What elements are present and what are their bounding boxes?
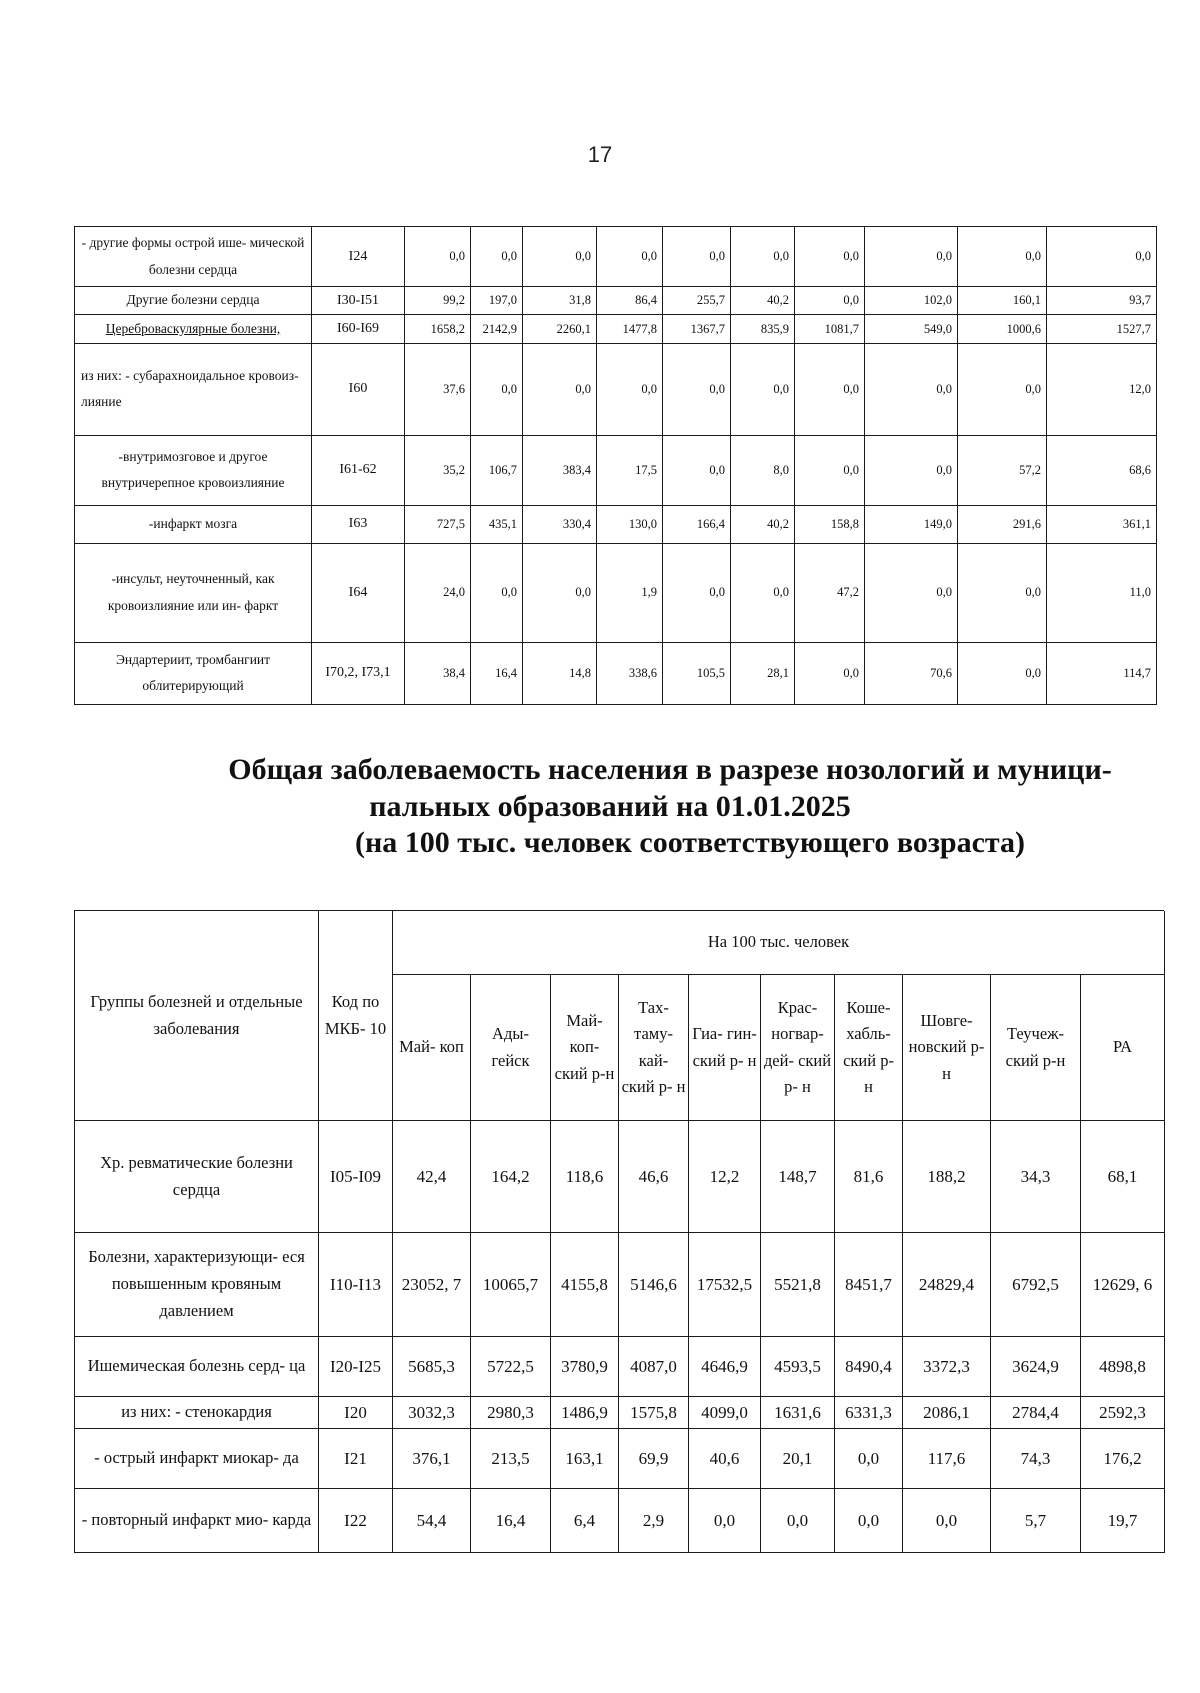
cell: 40,6: [689, 1429, 761, 1489]
cell: 6331,3: [835, 1397, 903, 1429]
cell: 93,7: [1047, 287, 1157, 315]
cell: 17,5: [597, 435, 663, 505]
row-name: - острый инфаркт миокар- да: [75, 1429, 319, 1489]
cell: 8490,4: [835, 1337, 903, 1397]
cell: 5521,8: [761, 1233, 835, 1337]
column-header: Тах- таму- кай- ский р- н: [619, 975, 689, 1121]
cell: 16,4: [471, 642, 523, 704]
cell: 435,1: [471, 505, 523, 543]
cell: 86,4: [597, 287, 663, 315]
cell: 20,1: [761, 1429, 835, 1489]
column-header: РА: [1081, 975, 1165, 1121]
table-row: [75, 343, 1157, 435]
row-name: -инсульт, неуточненный, как кровоизлияние или ин- фаркт: [75, 543, 312, 642]
row-name: Другие болезни сердца: [75, 287, 312, 315]
cell: 0,0: [865, 227, 958, 287]
cell: 0,0: [958, 227, 1047, 287]
cell: 727,5: [405, 505, 471, 543]
table-row: [75, 1397, 1165, 1429]
cell: 0,0: [523, 227, 597, 287]
cell: 835,9: [731, 315, 795, 343]
cell: 3372,3: [903, 1337, 991, 1397]
cell: 0,0: [597, 227, 663, 287]
cell: 114,7: [1047, 642, 1157, 704]
cell: 2980,3: [471, 1397, 551, 1429]
cell: 0,0: [1047, 227, 1157, 287]
cell: 68,1: [1081, 1121, 1165, 1233]
morbidity-table-continued: [74, 226, 1157, 705]
cell: 376,1: [393, 1429, 471, 1489]
table-top-border: [392, 910, 1164, 911]
row-code: I61-62: [312, 435, 405, 505]
cell: 291,6: [958, 505, 1047, 543]
cell: 31,8: [523, 287, 597, 315]
cell: 1081,7: [795, 315, 865, 343]
cell: 0,0: [405, 227, 471, 287]
cell: 0,0: [958, 343, 1047, 435]
cell: 149,0: [865, 505, 958, 543]
row-name: Хр. ревматические болезни сердца: [75, 1121, 319, 1233]
cell: 0,0: [689, 1489, 761, 1553]
cell: 28,1: [731, 642, 795, 704]
cell: 2592,3: [1081, 1397, 1165, 1429]
row-code: I05-I09: [319, 1121, 393, 1233]
table-row: [75, 505, 1157, 543]
cell: 0,0: [795, 435, 865, 505]
cell: 4593,5: [761, 1337, 835, 1397]
cell: 2,9: [619, 1489, 689, 1553]
page-number: 17: [587, 142, 613, 167]
row-code: I30-I51: [312, 287, 405, 315]
row-code: I24: [312, 227, 405, 287]
cell: 3780,9: [551, 1337, 619, 1397]
table-row: [75, 1337, 1165, 1397]
column-header: Гиа- гин- ский р- н: [689, 975, 761, 1121]
table-row: [75, 1489, 1165, 1553]
cell: 105,5: [663, 642, 731, 704]
row-name: -внутримозговое и другое внутричерепное кровоизлияние: [75, 435, 312, 505]
column-header: Май- коп: [393, 975, 471, 1121]
cell: 197,0: [471, 287, 523, 315]
cell: 4898,8: [1081, 1337, 1165, 1397]
cell: 1527,7: [1047, 315, 1157, 343]
cell: 70,6: [865, 642, 958, 704]
row-name: - повторный инфаркт мио- карда: [75, 1489, 319, 1553]
cell: 338,6: [597, 642, 663, 704]
cell: 10065,7: [471, 1233, 551, 1337]
cell: 37,6: [405, 343, 471, 435]
cell: 12,0: [1047, 343, 1157, 435]
cell: 19,7: [1081, 1489, 1165, 1553]
cell: 16,4: [471, 1489, 551, 1553]
cell: 6792,5: [991, 1233, 1081, 1337]
cell: 4155,8: [551, 1233, 619, 1337]
cell: 69,9: [619, 1429, 689, 1489]
cell: 213,5: [471, 1429, 551, 1489]
cell: 5722,5: [471, 1337, 551, 1397]
cell: 0,0: [835, 1429, 903, 1489]
cell: 0,0: [731, 543, 795, 642]
cell: 102,0: [865, 287, 958, 315]
cell: 164,2: [471, 1121, 551, 1233]
row-code: I60-I69: [312, 315, 405, 343]
cell: 1477,8: [597, 315, 663, 343]
cell: 46,6: [619, 1121, 689, 1233]
cell: 163,1: [551, 1429, 619, 1489]
cell: 74,3: [991, 1429, 1081, 1489]
cell: 0,0: [795, 287, 865, 315]
cell: 0,0: [835, 1489, 903, 1553]
cell: 5,7: [991, 1489, 1081, 1553]
row-code: I70,2, I73,1: [312, 642, 405, 704]
cell: 0,0: [471, 343, 523, 435]
table-row: [75, 315, 1157, 343]
row-code: I10-I13: [319, 1233, 393, 1337]
cell: 0,0: [865, 543, 958, 642]
cell: 0,0: [597, 343, 663, 435]
cell: 8,0: [731, 435, 795, 505]
cell: 0,0: [523, 543, 597, 642]
column-header: Коше- хабль- ский р- н: [835, 975, 903, 1121]
cell: 5685,3: [393, 1337, 471, 1397]
cell: 12,2: [689, 1121, 761, 1233]
cell: 11,0: [1047, 543, 1157, 642]
section-heading: [210, 752, 1130, 862]
table-row: [75, 1233, 1165, 1337]
cell: 0,0: [903, 1489, 991, 1553]
row-name: Ишемическая болезнь серд- ца: [75, 1337, 319, 1397]
cell: 117,6: [903, 1429, 991, 1489]
table-header-row: [75, 911, 1165, 975]
table-row: [75, 435, 1157, 505]
table-row: [75, 642, 1157, 704]
cell: 42,4: [393, 1121, 471, 1233]
cell: 1486,9: [551, 1397, 619, 1429]
cell: 0,0: [761, 1489, 835, 1553]
cell: 118,6: [551, 1121, 619, 1233]
cell: 14,8: [523, 642, 597, 704]
cell: 0,0: [865, 435, 958, 505]
cell: 1575,8: [619, 1397, 689, 1429]
cell: 23052, 7: [393, 1233, 471, 1337]
cell: 0,0: [795, 227, 865, 287]
cell: 0,0: [865, 343, 958, 435]
cell: 2142,9: [471, 315, 523, 343]
cell: 383,4: [523, 435, 597, 505]
per-100k-header: На 100 тыс. человек: [393, 911, 1165, 975]
group-header: Группы болезней и отдельные заболевания: [75, 911, 319, 1121]
cell: 3624,9: [991, 1337, 1081, 1397]
cell: 4087,0: [619, 1337, 689, 1397]
cell: 2260,1: [523, 315, 597, 343]
row-name: Эндартериит, тромбангиит облитерирующий: [75, 642, 312, 704]
row-code: I22: [319, 1489, 393, 1553]
cell: 1000,6: [958, 315, 1047, 343]
cell: 255,7: [663, 287, 731, 315]
cell: 330,4: [523, 505, 597, 543]
cell: 6,4: [551, 1489, 619, 1553]
row-name: Цереброваскулярные болезни,: [75, 315, 312, 343]
row-code: I60: [312, 343, 405, 435]
cell: 0,0: [731, 343, 795, 435]
cell: 99,2: [405, 287, 471, 315]
heading-line-1: Общая заболеваемость населения в разрезе нозологий и муници-: [228, 753, 1112, 786]
table-row: [75, 287, 1157, 315]
cell: 0,0: [663, 543, 731, 642]
row-name: -инфаркт мозга: [75, 505, 312, 543]
cell: 2086,1: [903, 1397, 991, 1429]
row-code: I20: [319, 1397, 393, 1429]
cell: 0,0: [958, 642, 1047, 704]
cell: 81,6: [835, 1121, 903, 1233]
row-name: из них: - субарахноидальное кровоиз- лияние: [75, 343, 312, 435]
column-header: Шовге- новский р-н: [903, 975, 991, 1121]
cell: 0,0: [795, 343, 865, 435]
cell: 166,4: [663, 505, 731, 543]
row-code: I63: [312, 505, 405, 543]
column-header: Ады- гейск: [471, 975, 551, 1121]
row-name: Болезни, характеризующи- еся повышенным кровяным давлением: [75, 1233, 319, 1337]
cell: 4099,0: [689, 1397, 761, 1429]
cell: 40,2: [731, 505, 795, 543]
cell: 35,2: [405, 435, 471, 505]
code-header: Код по МКБ- 10: [319, 911, 393, 1121]
cell: 24829,4: [903, 1233, 991, 1337]
cell: 54,4: [393, 1489, 471, 1553]
table-row: [75, 1121, 1165, 1233]
table-row: [75, 543, 1157, 642]
cell: 17532,5: [689, 1233, 761, 1337]
cell: 0,0: [523, 343, 597, 435]
cell: 57,2: [958, 435, 1047, 505]
cell: 361,1: [1047, 505, 1157, 543]
cell: 0,0: [958, 543, 1047, 642]
cell: 24,0: [405, 543, 471, 642]
cell: 4646,9: [689, 1337, 761, 1397]
cell: 106,7: [471, 435, 523, 505]
table-row: [75, 227, 1157, 287]
cell: 1631,6: [761, 1397, 835, 1429]
cell: 68,6: [1047, 435, 1157, 505]
cell: 12629, 6: [1081, 1233, 1165, 1337]
cell: 2784,4: [991, 1397, 1081, 1429]
cell: 0,0: [731, 227, 795, 287]
cell: 0,0: [471, 543, 523, 642]
column-header: Теучеж- ский р-н: [991, 975, 1081, 1121]
morbidity-table: [74, 910, 1165, 1553]
cell: 5146,6: [619, 1233, 689, 1337]
row-code: I64: [312, 543, 405, 642]
cell: 158,8: [795, 505, 865, 543]
cell: 3032,3: [393, 1397, 471, 1429]
row-name: из них: - стенокардия: [75, 1397, 319, 1429]
column-header: Май- коп- ский р-н: [551, 975, 619, 1121]
cell: 40,2: [731, 287, 795, 315]
cell: 1367,7: [663, 315, 731, 343]
row-name: - другие формы острой ише- мической болезни сердца: [75, 227, 312, 287]
cell: 1658,2: [405, 315, 471, 343]
cell: 0,0: [663, 435, 731, 505]
row-code: I20-I25: [319, 1337, 393, 1397]
cell: 130,0: [597, 505, 663, 543]
cell: 0,0: [471, 227, 523, 287]
cell: 0,0: [663, 343, 731, 435]
cell: 160,1: [958, 287, 1047, 315]
cell: 47,2: [795, 543, 865, 642]
cell: 148,7: [761, 1121, 835, 1233]
heading-line-2: пальных образований на 01.01.2025: [369, 789, 851, 823]
cell: 34,3: [991, 1121, 1081, 1233]
cell: 38,4: [405, 642, 471, 704]
cell: 0,0: [663, 227, 731, 287]
cell: 0,0: [795, 642, 865, 704]
cell: 549,0: [865, 315, 958, 343]
column-header: Крас- ногвар- дей- ский р- н: [761, 975, 835, 1121]
cell: 188,2: [903, 1121, 991, 1233]
cell: 176,2: [1081, 1429, 1165, 1489]
cell: 1,9: [597, 543, 663, 642]
table-row: [75, 1429, 1165, 1489]
heading-line-3: (на 100 тыс. человек соответствующего возраста): [355, 826, 1025, 860]
cell: 8451,7: [835, 1233, 903, 1337]
row-code: I21: [319, 1429, 393, 1489]
